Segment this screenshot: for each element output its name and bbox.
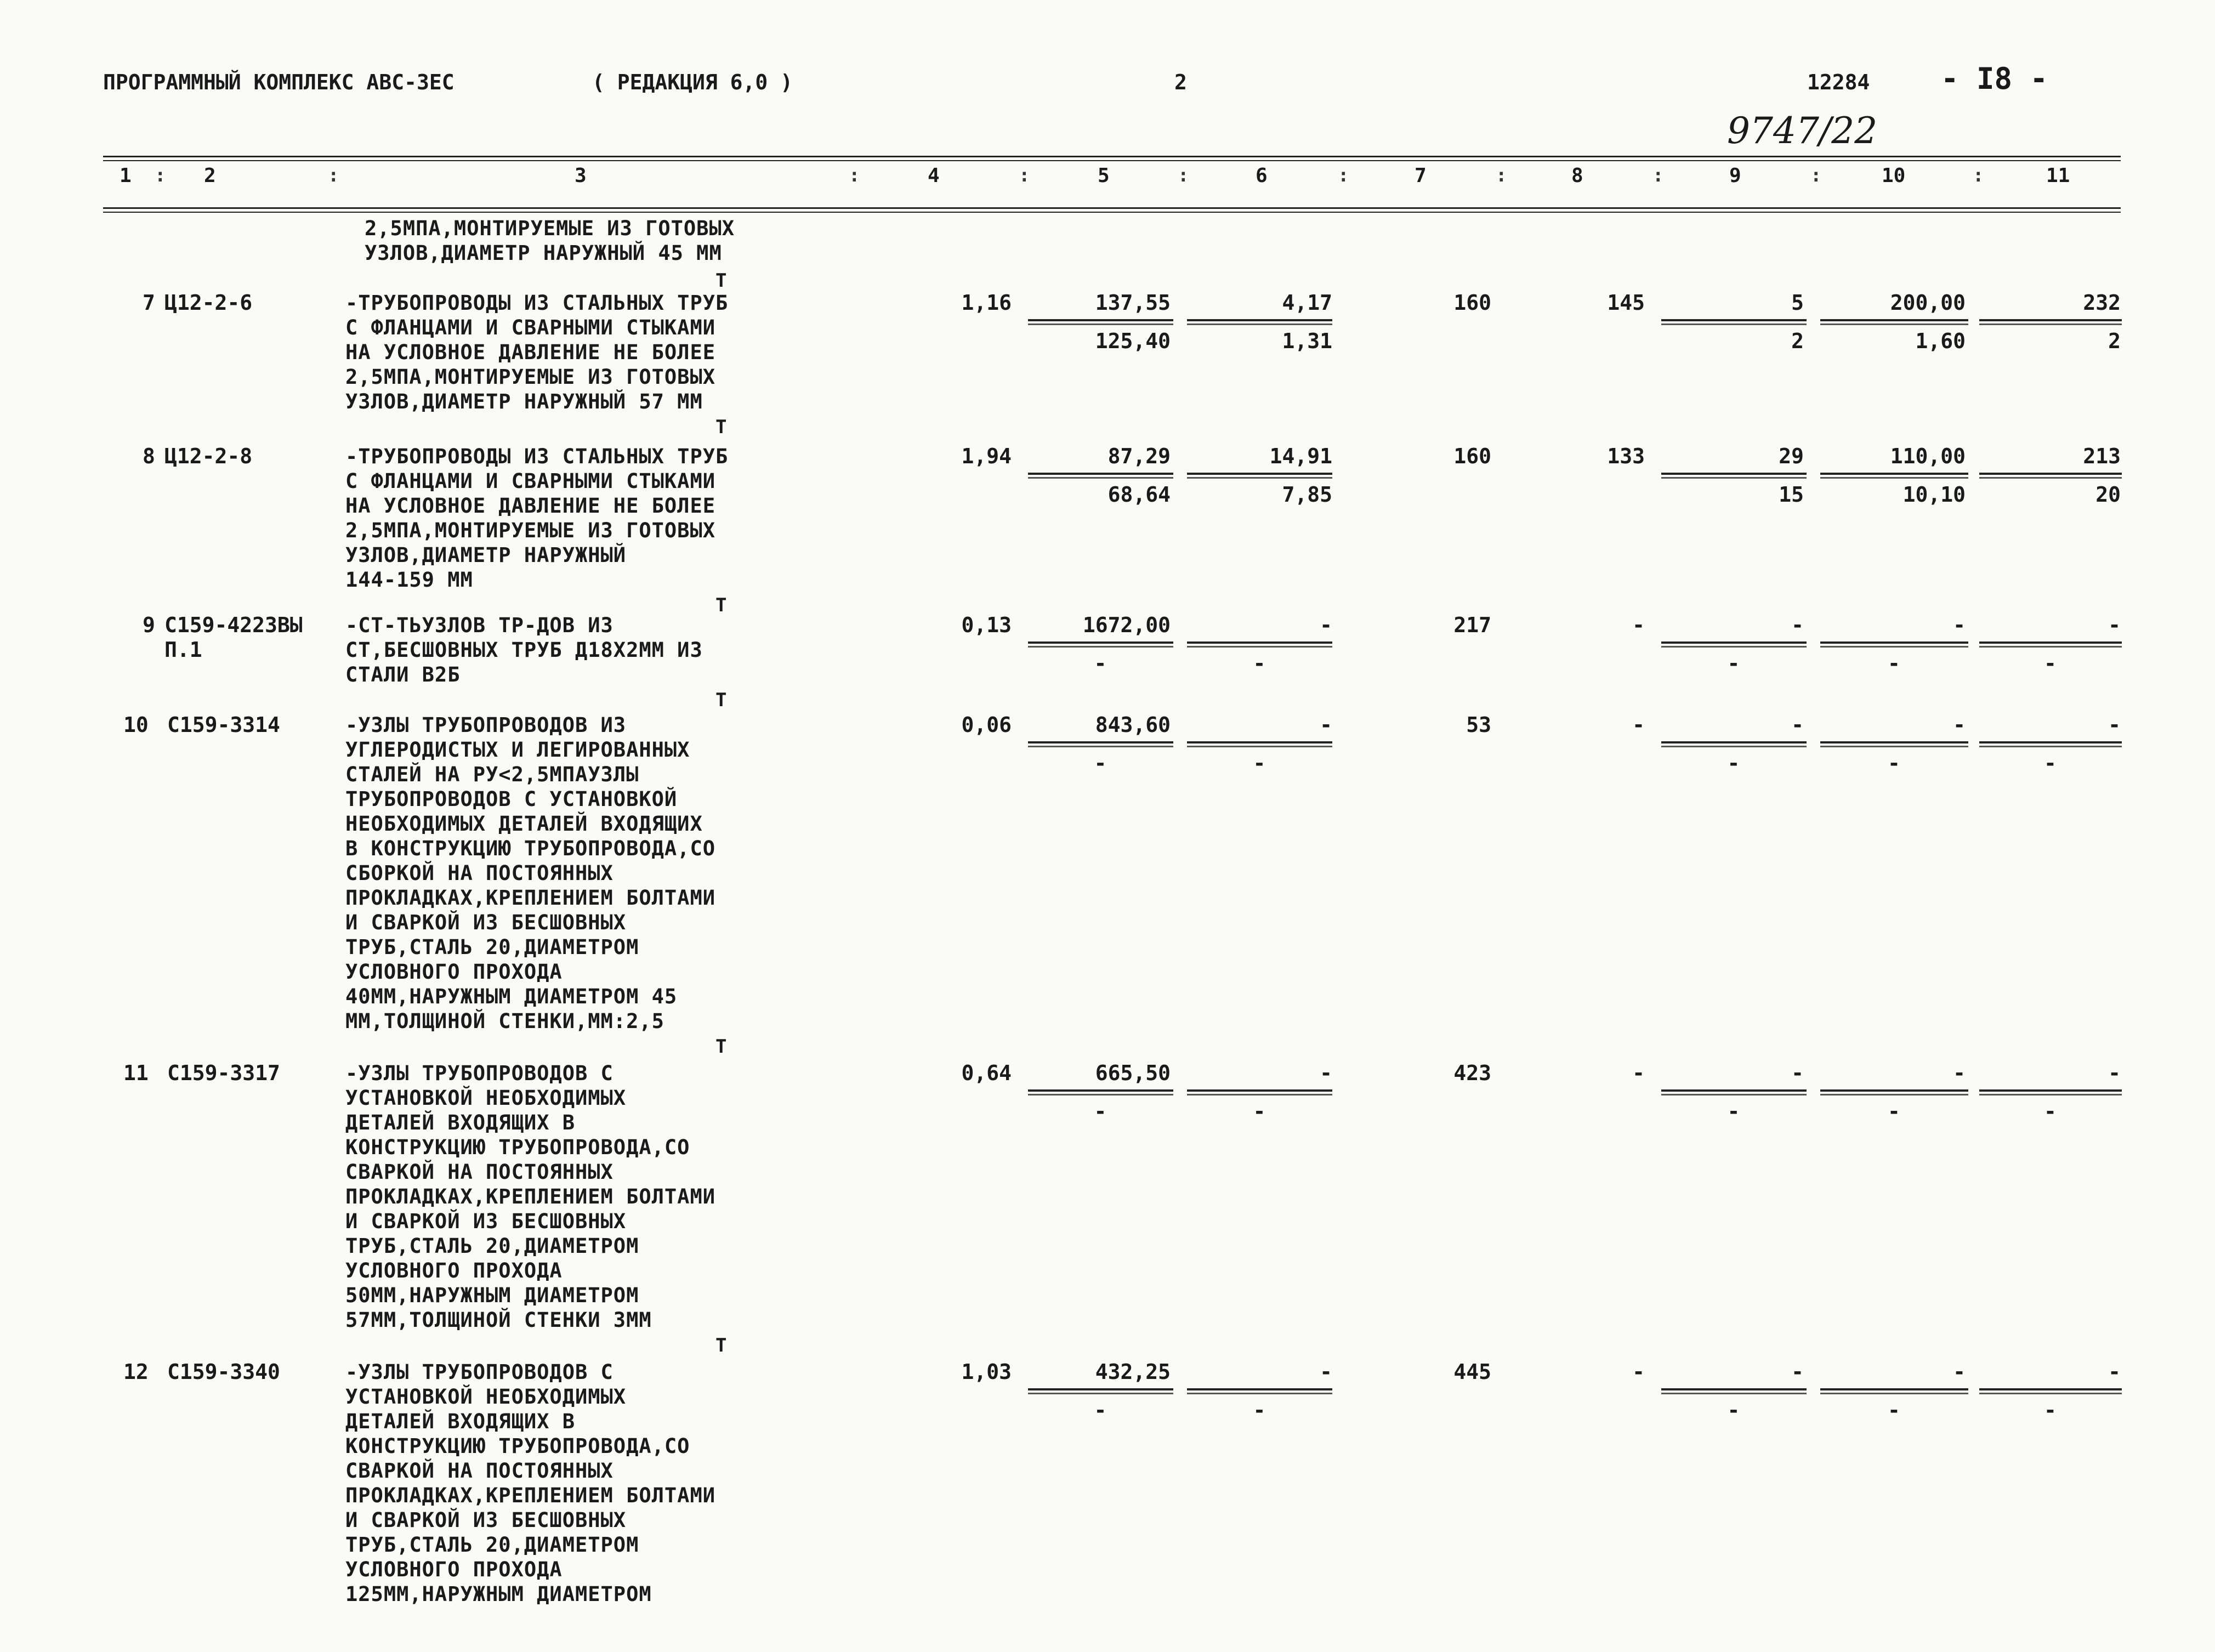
- row-description-line: -УЗЛЫ ТРУБОПРОВОДОВ ИЗ: [345, 713, 627, 737]
- cell-c9b: 15: [1779, 482, 1804, 507]
- cell-c8: -: [1632, 1061, 1645, 1085]
- cell-c5b: -: [1094, 751, 1107, 775]
- col-header-7: 7: [1415, 164, 1427, 187]
- fraction-line: [1661, 1388, 1807, 1390]
- fraction-line: [1187, 1089, 1332, 1092]
- cell-c7: 423: [1453, 1061, 1491, 1085]
- cell-c10: -: [1953, 1360, 1966, 1384]
- fraction-line-shadow: [1187, 746, 1332, 747]
- col-separator: :: [1810, 164, 1822, 186]
- cell-c9: -: [1791, 713, 1804, 737]
- row-description-line: ТРУБОПРОВОДОВ С УСТАНОВКОЙ: [345, 787, 678, 811]
- fraction-line-shadow: [1028, 1094, 1173, 1095]
- row-description-line: 2,5МПА,МОНТИРУЕМЫЕ ИЗ ГОТОВЫХ: [345, 365, 716, 389]
- cell-c6b: -: [1253, 751, 1266, 775]
- cell-c9: 29: [1779, 444, 1804, 468]
- row-description-line: И СВАРКОЙ ИЗ БЕСШОВНЫХ: [345, 1508, 627, 1532]
- row-unit: Т: [715, 689, 727, 711]
- cell-c9b: 2: [1791, 329, 1804, 353]
- cell-c6: -: [1320, 613, 1332, 637]
- fraction-line: [1979, 1388, 2122, 1390]
- cell-c6b: -: [1253, 1099, 1266, 1123]
- header-top-rule-inner: [103, 160, 2121, 161]
- cell-c8: -: [1632, 613, 1645, 637]
- cell-c10b: 1,60: [1915, 329, 1966, 353]
- cell-c4: 0,06: [961, 713, 1012, 737]
- cell-c11b: -: [2044, 651, 2057, 675]
- fraction-line: [1028, 319, 1173, 321]
- fraction-line-shadow: [1028, 1393, 1173, 1394]
- row-description-line: УСТАНОВКОЙ НЕОБХОДИМЫХ: [345, 1086, 627, 1110]
- row-description-line: 57ММ,ТОЛЩИНОЙ СТЕНКИ 3ММ: [345, 1308, 652, 1332]
- col-header-5: 5: [1098, 164, 1110, 187]
- cell-c4: 0,64: [961, 1061, 1012, 1085]
- row-code-suffix: П.1: [164, 638, 202, 662]
- fraction-line: [1820, 473, 1968, 475]
- cell-c5: 1672,00: [1082, 613, 1171, 637]
- fraction-line-shadow: [1028, 646, 1173, 648]
- fraction-line: [1187, 741, 1332, 743]
- row-description-line: ПРОКЛАДКАХ,КРЕПЛЕНИЕМ БОЛТАМИ: [345, 1185, 716, 1208]
- cell-c11b: 20: [2095, 482, 2121, 507]
- row-number: 12: [123, 1360, 149, 1384]
- row-description-line: И СВАРКОЙ ИЗ БЕСШОВНЫХ: [345, 911, 627, 934]
- cell-c7: 445: [1453, 1360, 1491, 1384]
- row-code: Ц12-2-6: [164, 291, 253, 315]
- fraction-line: [1820, 642, 1968, 644]
- cell-c11b: -: [2044, 1398, 2057, 1422]
- row-description-line: ТРУБ,СТАЛЬ 20,ДИАМЕТРОМ: [345, 935, 639, 959]
- fraction-line-shadow: [1820, 746, 1968, 747]
- cell-c5b: -: [1094, 1398, 1107, 1422]
- fraction-line-shadow: [1820, 323, 1968, 325]
- col-header-8: 8: [1571, 164, 1583, 187]
- row-description-line: ДЕТАЛЕЙ ВХОДЯЩИХ В: [345, 1111, 575, 1134]
- sheet-number: - I8 -: [1941, 61, 2048, 96]
- row-description-line: 40ММ,НАРУЖНЫМ ДИАМЕТРОМ 45: [345, 985, 678, 1008]
- cell-c10b: -: [1888, 1099, 1900, 1123]
- row-description-line: ТРУБ,СТАЛЬ 20,ДИАМЕТРОМ: [345, 1234, 639, 1258]
- row-description-line: СВАРКОЙ НА ПОСТОЯННЫХ: [345, 1160, 614, 1184]
- col-separator: :: [1338, 164, 1349, 186]
- fraction-line-shadow: [1820, 1094, 1968, 1095]
- cell-c9b: -: [1727, 1398, 1740, 1422]
- row-description-line: УСЛОВНОГО ПРОХОДА: [345, 1259, 563, 1282]
- fraction-line: [1820, 1089, 1968, 1092]
- cell-c10: -: [1953, 1061, 1966, 1085]
- fraction-line: [1661, 473, 1807, 475]
- col-separator: :: [1973, 164, 1984, 186]
- cell-c9b: -: [1727, 1099, 1740, 1123]
- fraction-line-shadow: [1979, 646, 2122, 648]
- cell-c6: -: [1320, 1360, 1332, 1384]
- fraction-line-shadow: [1661, 477, 1807, 479]
- fraction-line-shadow: [1661, 646, 1807, 648]
- fraction-line: [1820, 1388, 1968, 1390]
- row-description-line: УГЛЕРОДИСТЫХ И ЛЕГИРОВАННЫХ: [345, 738, 690, 762]
- cell-c10: 200,00: [1890, 291, 1966, 315]
- cell-c7: 217: [1453, 613, 1491, 637]
- cell-c4: 1,03: [961, 1360, 1012, 1384]
- cell-c6b: 7,85: [1282, 482, 1332, 507]
- col-separator: :: [1652, 164, 1664, 186]
- row-description-line: КОНСТРУКЦИЮ ТРУБОПРОВОДА,СО: [345, 1136, 690, 1159]
- fraction-line: [1028, 741, 1173, 743]
- document-number: 12284: [1807, 70, 1870, 94]
- cell-c7: 53: [1466, 713, 1491, 737]
- fraction-line: [1028, 473, 1173, 475]
- fraction-line-shadow: [1979, 477, 2122, 479]
- cell-c11: -: [2108, 1061, 2121, 1085]
- cell-c10b: -: [1888, 751, 1900, 775]
- col-header-10: 10: [1882, 164, 1906, 187]
- fraction-line: [1820, 319, 1968, 321]
- cell-c11b: 2: [2108, 329, 2121, 353]
- row-description-line: С ФЛАНЦАМИ И СВАРНЫМИ СТЫКАМИ: [345, 469, 716, 493]
- row-description-line: УЗЛОВ,ДИАМЕТР НАРУЖНЫЙ: [345, 543, 627, 567]
- cell-c5: 87,29: [1108, 444, 1171, 468]
- fraction-line-shadow: [1979, 746, 2122, 747]
- row-description-line: СТ,БЕСШОВНЫХ ТРУБ Д18Х2ММ ИЗ: [345, 638, 703, 662]
- row-description-line: И СВАРКОЙ ИЗ БЕСШОВНЫХ: [345, 1210, 627, 1233]
- fraction-line: [1979, 319, 2122, 321]
- cell-c11: -: [2108, 613, 2121, 637]
- fraction-line: [1979, 1089, 2122, 1092]
- col-header-1: 1: [120, 164, 132, 187]
- fraction-line: [1979, 741, 2122, 743]
- fraction-line: [1187, 319, 1332, 321]
- row-unit: Т: [715, 1335, 727, 1356]
- row-description-line: НА УСЛОВНОЕ ДАВЛЕНИЕ НЕ БОЛЕЕ: [345, 340, 716, 364]
- col-header-6: 6: [1256, 164, 1268, 187]
- fraction-line-shadow: [1187, 1393, 1332, 1394]
- cell-c5: 843,60: [1095, 713, 1171, 737]
- row-code: С159-3314: [167, 713, 280, 737]
- col-header-3: 3: [575, 164, 587, 187]
- fraction-line-shadow: [1820, 1393, 1968, 1394]
- fraction-line-shadow: [1028, 477, 1173, 479]
- row-description-line: СТАЛИ В2Б: [345, 663, 461, 686]
- cell-c9: -: [1791, 613, 1804, 637]
- row-description-line: СВАРКОЙ НА ПОСТОЯННЫХ: [345, 1459, 614, 1483]
- fraction-line: [1820, 741, 1968, 743]
- cell-c5b: 68,64: [1108, 482, 1171, 507]
- fraction-line-shadow: [1187, 477, 1332, 479]
- cell-c4: 1,16: [961, 291, 1012, 315]
- fragment-line-1: 2,5МПА,МОНТИРУЕМЫЕ ИЗ ГОТОВЫХ: [365, 217, 735, 240]
- row-description-line: 144-159 ММ: [345, 568, 473, 592]
- row-description-line: ПРОКЛАДКАХ,КРЕПЛЕНИЕМ БОЛТАМИ: [345, 1484, 716, 1507]
- col-separator: :: [1178, 164, 1189, 186]
- fraction-line: [1661, 741, 1807, 743]
- cell-c5: 432,25: [1095, 1360, 1171, 1384]
- col-header-4: 4: [928, 164, 940, 187]
- cell-c9b: -: [1727, 651, 1740, 675]
- fraction-line-shadow: [1187, 646, 1332, 648]
- row-description-line: В КОНСТРУКЦИЮ ТРУБОПРОВОДА,СО: [345, 837, 716, 860]
- cell-c5b: 125,40: [1095, 329, 1171, 353]
- fraction-line: [1979, 473, 2122, 475]
- fraction-line: [1028, 1388, 1173, 1390]
- cell-c6: -: [1320, 713, 1332, 737]
- row-description-line: -УЗЛЫ ТРУБОПРОВОДОВ С: [345, 1061, 614, 1085]
- fraction-line-shadow: [1028, 323, 1173, 325]
- row-number: 9: [143, 613, 155, 637]
- cell-c10b: -: [1888, 1398, 1900, 1422]
- fraction-line-shadow: [1820, 646, 1968, 648]
- row-code: С159-3317: [167, 1061, 280, 1085]
- col-header-11: 11: [2046, 164, 2070, 187]
- fraction-line-shadow: [1187, 323, 1332, 325]
- row-description-line: УСЛОВНОГО ПРОХОДА: [345, 1558, 563, 1581]
- fraction-line: [1187, 473, 1332, 475]
- fraction-line: [1187, 642, 1332, 644]
- fragment-line-2: УЗЛОВ,ДИАМЕТР НАРУЖНЫЙ 45 ММ: [365, 241, 722, 265]
- cell-c11: 232: [2083, 291, 2121, 315]
- fraction-line: [1661, 319, 1807, 321]
- col-header-2: 2: [204, 164, 216, 187]
- cell-c6b: -: [1253, 1398, 1266, 1422]
- row-code: С159-4223ВЫ: [164, 613, 303, 637]
- cell-c6b: 1,31: [1282, 329, 1332, 353]
- row-description-line: ДЕТАЛЕЙ ВХОДЯЩИХ В: [345, 1410, 575, 1433]
- cell-c9: 5: [1791, 291, 1804, 315]
- fraction-line: [1187, 1388, 1332, 1390]
- row-code: Ц12-2-8: [164, 444, 253, 468]
- cell-c5: 665,50: [1095, 1061, 1171, 1085]
- row-number: 8: [143, 444, 155, 468]
- cell-c7: 160: [1453, 444, 1491, 468]
- cell-c11: -: [2108, 1360, 2121, 1384]
- col-separator: :: [1019, 164, 1030, 186]
- row-description-line: -ТРУБОПРОВОДЫ ИЗ СТАЛЬНЫХ ТРУБ: [345, 445, 729, 468]
- fraction-line-shadow: [1028, 746, 1173, 747]
- cell-c8: 133: [1607, 444, 1645, 468]
- cell-c7: 160: [1453, 291, 1491, 315]
- cell-c10: -: [1953, 713, 1966, 737]
- cell-c10b: -: [1888, 651, 1900, 675]
- fraction-line-shadow: [1979, 1393, 2122, 1394]
- row-description-line: -УЗЛЫ ТРУБОПРОВОДОВ С: [345, 1360, 614, 1384]
- row-description-line: НЕОБХОДИМЫХ ДЕТАЛЕЙ ВХОДЯЩИХ: [345, 812, 703, 836]
- fraction-line-shadow: [1820, 477, 1968, 479]
- cell-c11b: -: [2044, 751, 2057, 775]
- fraction-line-shadow: [1979, 1094, 2122, 1095]
- cell-c6b: -: [1253, 651, 1266, 675]
- cell-c4: 0,13: [961, 613, 1012, 637]
- header-bottom-rule-inner: [103, 212, 2121, 213]
- cell-c11: -: [2108, 713, 2121, 737]
- row-description-line: ТРУБ,СТАЛЬ 20,ДИАМЕТРОМ: [345, 1533, 639, 1557]
- row-description-line: УСТАНОВКОЙ НЕОБХОДИМЫХ: [345, 1385, 627, 1409]
- cell-c9: -: [1791, 1061, 1804, 1085]
- row-description-line: УЗЛОВ,ДИАМЕТР НАРУЖНЫЙ 57 ММ: [345, 390, 703, 413]
- col-separator: :: [849, 164, 860, 186]
- fraction-line-shadow: [1979, 323, 2122, 325]
- fraction-line: [1028, 642, 1173, 644]
- fraction-line-shadow: [1661, 746, 1807, 747]
- col-separator: :: [1496, 164, 1507, 186]
- page-number: 2: [1174, 70, 1187, 94]
- cell-c6: -: [1320, 1061, 1332, 1085]
- row-number: 7: [143, 291, 155, 315]
- edition-label: ( РЕДАКЦИЯ 6,0 ): [592, 70, 793, 94]
- cell-c5b: -: [1094, 1099, 1107, 1123]
- header-bottom-rule: [103, 207, 2121, 209]
- row-description-line: -СТ-ТЬУЗЛОВ ТР-ДОВ ИЗ: [345, 614, 614, 637]
- row-description-line: 125ММ,НАРУЖНЫМ ДИАМЕТРОМ: [345, 1582, 652, 1606]
- row-description-line: 50ММ,НАРУЖНЫМ ДИАМЕТРОМ: [345, 1284, 639, 1307]
- cell-c11: 213: [2083, 444, 2121, 468]
- header-top-rule: [103, 156, 2121, 157]
- row-unit: Т: [715, 416, 727, 438]
- cell-c8: -: [1632, 713, 1645, 737]
- cell-c9: -: [1791, 1360, 1804, 1384]
- row-description-line: 2,5МПА,МОНТИРУЕМЫЕ ИЗ ГОТОВЫХ: [345, 519, 716, 542]
- row-description-line: КОНСТРУКЦИЮ ТРУБОПРОВОДА,СО: [345, 1434, 690, 1458]
- fraction-line-shadow: [1187, 1094, 1332, 1095]
- cell-c6: 4,17: [1282, 291, 1332, 315]
- row-code: С159-3340: [167, 1360, 280, 1384]
- cell-c8: -: [1632, 1360, 1645, 1384]
- row-number: 11: [123, 1061, 149, 1085]
- fraction-line-shadow: [1661, 1393, 1807, 1394]
- program-title: ПРОГРАММНЫЙ КОМПЛЕКС АВС-3ЕС: [103, 70, 455, 94]
- col-separator: :: [155, 164, 166, 186]
- cell-c5: 137,55: [1095, 291, 1171, 315]
- fraction-line-shadow: [1661, 323, 1807, 325]
- cell-c9b: -: [1727, 751, 1740, 775]
- row-description-line: -ТРУБОПРОВОДЫ ИЗ СТАЛЬНЫХ ТРУБ: [345, 291, 729, 315]
- row-description-line: СТАЛЕЙ НА РУ<2,5МПАУЗЛЫ: [345, 763, 639, 786]
- row-description-line: НА УСЛОВНОЕ ДАВЛЕНИЕ НЕ БОЛЕЕ: [345, 494, 716, 518]
- cell-c10: 110,00: [1890, 444, 1966, 468]
- cell-c6: 14,91: [1269, 444, 1332, 468]
- fraction-line: [1661, 642, 1807, 644]
- row-description-line: С ФЛАНЦАМИ И СВАРНЫМИ СТЫКАМИ: [345, 316, 716, 339]
- row-description-line: ММ,ТОЛЩИНОЙ СТЕНКИ,ММ:2,5: [345, 1009, 664, 1033]
- fraction-line: [1661, 1089, 1807, 1092]
- cell-c5b: -: [1094, 651, 1107, 675]
- row-number: 10: [123, 713, 149, 737]
- cell-c8: 145: [1607, 291, 1645, 315]
- cell-c4: 1,94: [961, 444, 1012, 468]
- row-description-line: СБОРКОЙ НА ПОСТОЯННЫХ: [345, 861, 614, 885]
- row-unit: Т: [715, 1036, 727, 1058]
- row-description-line: ПРОКЛАДКАХ,КРЕПЛЕНИЕМ БОЛТАМИ: [345, 886, 716, 910]
- cell-c10: -: [1953, 613, 1966, 637]
- fraction-line-shadow: [1661, 1094, 1807, 1095]
- fragment-unit: Т: [715, 270, 727, 292]
- fraction-line: [1028, 1089, 1173, 1092]
- row-unit: Т: [715, 594, 727, 616]
- fraction-line: [1979, 642, 2122, 644]
- col-separator: :: [328, 164, 339, 186]
- cell-c10b: 10,10: [1902, 482, 1966, 507]
- col-header-9: 9: [1729, 164, 1741, 187]
- handwritten-number: 9747/22: [1727, 110, 1878, 152]
- row-description-line: УСЛОВНОГО ПРОХОДА: [345, 960, 563, 984]
- cell-c11b: -: [2044, 1099, 2057, 1123]
